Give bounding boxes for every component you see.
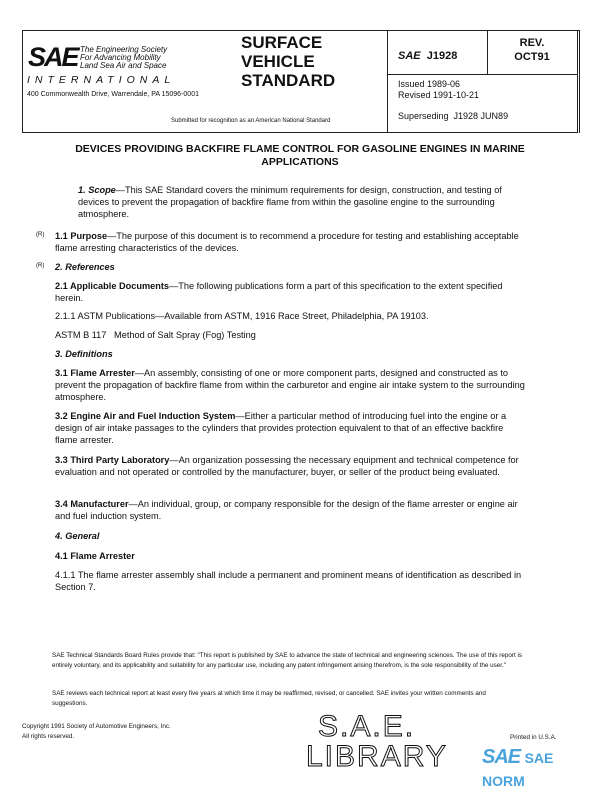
divider <box>577 30 578 132</box>
sae-logo: SAE <box>28 42 78 72</box>
doc-type: SURFACE VEHICLE STANDARD <box>241 33 336 90</box>
printed-in: Printed in U.S.A. <box>510 734 557 741</box>
astm-reference: ASTM B 117 Method of Salt Spray (Fog) Testing <box>55 330 256 340</box>
section-3-3: 3.3 Third Party Laboratory—An organization possessing the necessary equipment and technical competence for evaluation and not operated or controlled by the manufacturer, buyer, or seller of the product being evaluated. <box>55 455 519 477</box>
section-1: 1. Scope—This SAE Standard covers the minimum requirements for design, construction, and testing of devices to prevent the propagation of backfire flame from within the gasoline engine to the surrounding atmosphere. <box>78 185 502 219</box>
section-4-1: 4.1 Flame Arrester <box>55 551 135 561</box>
section-2-heading: 2. References <box>55 262 115 272</box>
section-2-1-1: 2.1.1 ASTM Publications—Available from ASTM, 1916 Race Street, Philadelphia, PA 19103. <box>55 311 429 321</box>
section-3-heading: 3. Definitions <box>55 349 113 359</box>
superseding: Superseding J1928 JUN89 <box>398 111 509 121</box>
sae-tagline: The Engineering Society For Advancing Mobility Land Sea Air and Space <box>80 45 168 70</box>
section-3-2: 3.2 Engine Air and Fuel Induction System—Either a particular method of introducing fuel into the engine or a design of air intake passages to the cylinders that provides protection equivalent to that of an effective backfire flame arrester. <box>55 411 507 445</box>
revision-mark: (R) <box>36 263 45 269</box>
copyright: Copyright 1991 Society of Automotive Engineers, Inc. <box>22 723 171 730</box>
sae-norm-logo: SAE SAE NORM <box>482 746 554 789</box>
library-stamp: S.A.E. LIBRARY <box>306 710 448 773</box>
divider <box>487 30 488 74</box>
divider <box>387 74 578 75</box>
international-text: INTERNATIONAL <box>27 74 176 86</box>
standards-rules: SAE Technical Standards Board Rules provide that: "This report is published by SAE to advance the state of technical and engineering sciences. The use of this report is entirely voluntary, and its applicability and suitability for any particular use, including any patent infringement arising therefrom, is the sole responsibility of the user." <box>52 652 522 669</box>
revision: REV. OCT91 <box>514 37 550 63</box>
doc-number: SAE J1928 <box>398 50 458 62</box>
section-3-4: 3.4 Manufacturer—An individual, group, or company responsible for the design of the flame arrester or engine air and fuel induction system. <box>55 499 518 521</box>
divider <box>22 132 578 133</box>
review-note: SAE reviews each technical report at least every five years at which time it may be reaffirmed, revised, or cancelled. SAE invites your written comments and suggestions. <box>52 690 486 707</box>
submitted-note: Submitted for recognition as an American National Standard <box>171 118 331 124</box>
section-2-1: 2.1 Applicable Documents—The following publications form a part of this specification to the extent specified herein. <box>55 281 503 303</box>
document-title: DEVICES PROVIDING BACKFIRE FLAME CONTROL FOR GASOLINE ENGINES IN MARINE APPLICATIONS <box>75 143 525 168</box>
section-4-heading: 4. General <box>55 531 100 541</box>
divider <box>387 30 388 132</box>
section-4-1-1: 4.1.1 The flame arrester assembly shall include a permanent and prominent means of identification as described in Section 7. <box>55 570 522 592</box>
dates: Issued 1989-06 Revised 1991-10-21 <box>398 79 480 100</box>
revision-mark: (R) <box>36 232 45 238</box>
section-1-1: 1.1 Purpose—The purpose of this document is to recommend a procedure for testing and establishing acceptable flame arresting characteristics of the devices. <box>55 231 519 253</box>
rights: All rights reserved. <box>22 733 75 740</box>
address: 400 Commonwealth Drive, Warrendale, PA 15096-0001 <box>27 91 199 98</box>
section-3-1: 3.1 Flame Arrester—An assembly, consisting of one or more component parts, designed and constructed as to prevent the propagation of backfire flame from within the carburetor and engine air intake system to the surrounding atmosphere. <box>55 368 525 402</box>
